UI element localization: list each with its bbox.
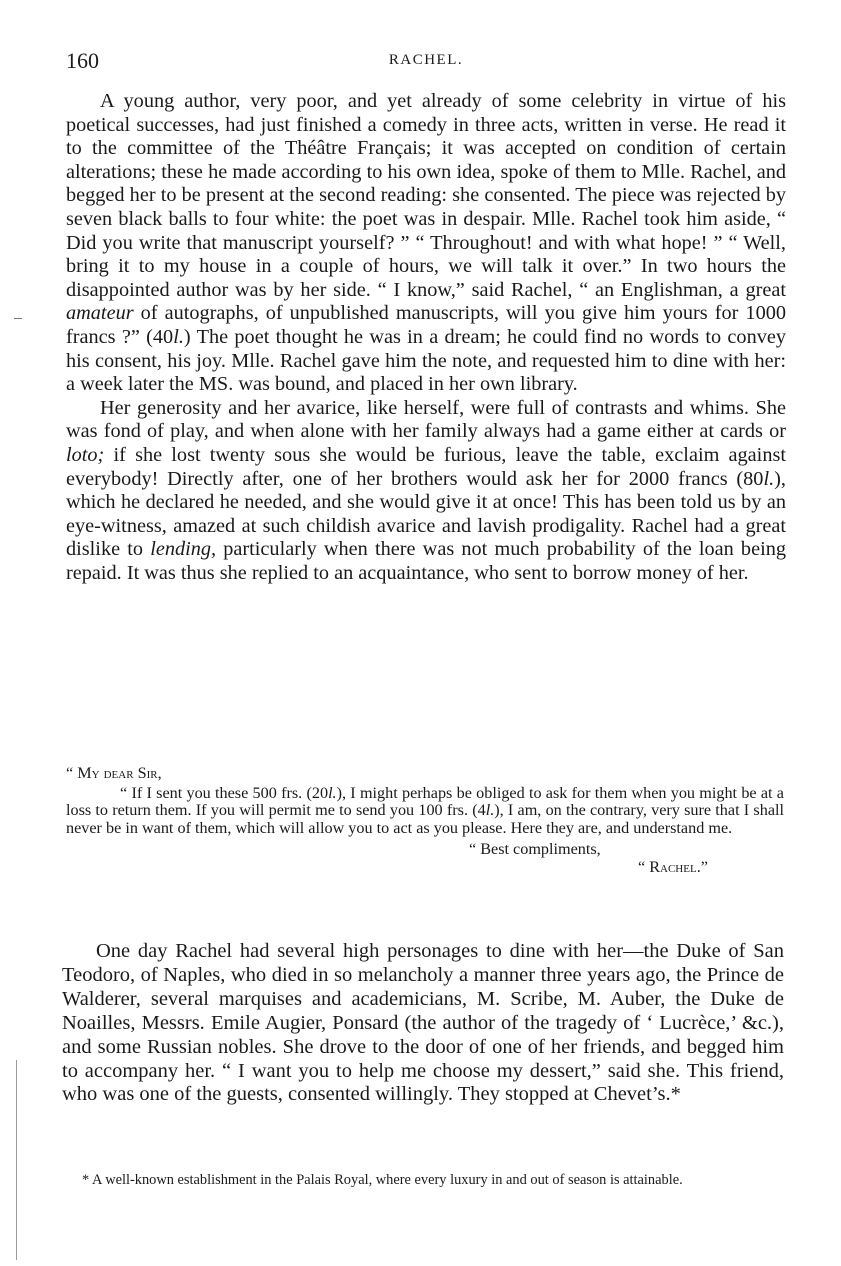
paragraph-text: if she lost twenty sous she would be furious, leave the table, exclaim against everybody! Directly after, one of her brothers would ask her for 2000 francs (80 [66, 443, 786, 490]
letter-salutation [66, 765, 784, 782]
paragraph-young-author [66, 90, 786, 397]
italic-word: l. [173, 325, 184, 348]
letter-text: ), I am, on the contrary, very sure that I shall never be in want of them, which will allow you to act as you please. Here they are, and understand me. [66, 801, 784, 837]
main-text-upper [66, 90, 786, 585]
footnote [60, 1172, 776, 1189]
main-text-lower [62, 940, 784, 1107]
letter-text: “ If I sent you these 500 frs. (20 [120, 784, 329, 803]
italic-word: l. [763, 467, 775, 490]
letter-text: ), I might perhaps be obliged to ask for them when you might be at a loss to return them. If you will permit me to send you 100 frs. (4 [66, 784, 784, 820]
paragraph-dinner: One day Rachel had several high personages to dine with her—the Duke of San Teodoro, of Naples, who died in so melancholy a manner three years ago, the Prince de Walderer, several marquises and academicians, M. Scribe, M. Auber, the Duke de Noailles, Messrs. Emile Augier, Ponsard (the author of the tragedy of ‘ Lucrèce,’ &c.), and some Russian nobles. She drove to the door of one of her friends, and begged him to accompany her. “ I want you to help me choose my dessert,” said she. This friend, who was one of the guests, consented willingly. They stopped at Chevet’s.* [62, 940, 784, 1106]
quote-mark: ” [700, 858, 708, 877]
letter-closing: “ Best compliments, [469, 839, 601, 858]
letter-body [66, 785, 784, 837]
paragraph-generosity [66, 397, 786, 586]
paragraph-text: particularly when there was not much probability of the loan being repaid. It was thus she replied to an acquaintance, who sent to borrow money of her. [66, 538, 786, 584]
salutation-text: My dear Sir, [77, 764, 162, 782]
italic-word: l. [328, 784, 337, 803]
italic-word: l. [485, 801, 495, 820]
margin-mark [14, 318, 22, 319]
quote-mark: “ [638, 858, 650, 877]
paragraph-text: Her generosity and her avarice, like herself, were full of contrasts and whims. She was fond of play, and when alone with her family always had a game either at cards or [66, 396, 786, 443]
signature-text: Rachel. [649, 858, 701, 877]
page-header [66, 48, 786, 78]
binding-edge-line [16, 1060, 17, 1260]
paragraph-text: ) The poet thought he was in a dream; he could find no words to convey his consent, his joy. Mlle. Rachel gave him the note, and requested him to dine with her: a week later the MS. was bound, and placed in her own library. [66, 325, 786, 396]
running-head: RACHEL. [388, 52, 464, 68]
paragraph-text: A young author, very poor, and yet already of some celebrity in virtue of his poetical successes, had just finished a comedy in three acts, written in verse. He read it to the committee of the Théâtre Français; it was accepted on condition of certain alterations; these he made according to his own idea, spoke of them to Mlle. Rachel, and begged her to be present at the second reading: she consented. The piece was rejected by seven black balls to four white: the poet was in despair. Mlle. Rachel took him aside, “ Did you write that manuscript yourself? ” “ Throughout! and with what hope! ” “ Well, bring it to my house in a couple of hours, we will talk it over.” In two hours the disappointed author was by her side. “ I know,” said Rachel, “ an Englishman, a great [66, 90, 786, 301]
page-number: 160 [66, 48, 99, 73]
quoted-letter [66, 765, 784, 876]
italic-word: loto; [66, 443, 105, 466]
footnote-text: * A well-known establishment in the Palais Royal, where every luxury in and out of season is attainable. [82, 1172, 683, 1188]
paragraph-text: of autographs, of unpublished manuscripts, will you give him yours for 1000 francs ?” (40 [66, 302, 786, 348]
italic-word: amateur [66, 302, 134, 325]
letter-signature [66, 859, 784, 876]
paragraph-text: ), which he declared he needed, and she would give it at once! This has been told us by an eye-witness, amazed at such childish avarice and lavish prodigality. Rachel had a great dislike to [66, 467, 786, 561]
quote-mark: “ [66, 764, 78, 782]
italic-word: lending, [150, 538, 217, 561]
